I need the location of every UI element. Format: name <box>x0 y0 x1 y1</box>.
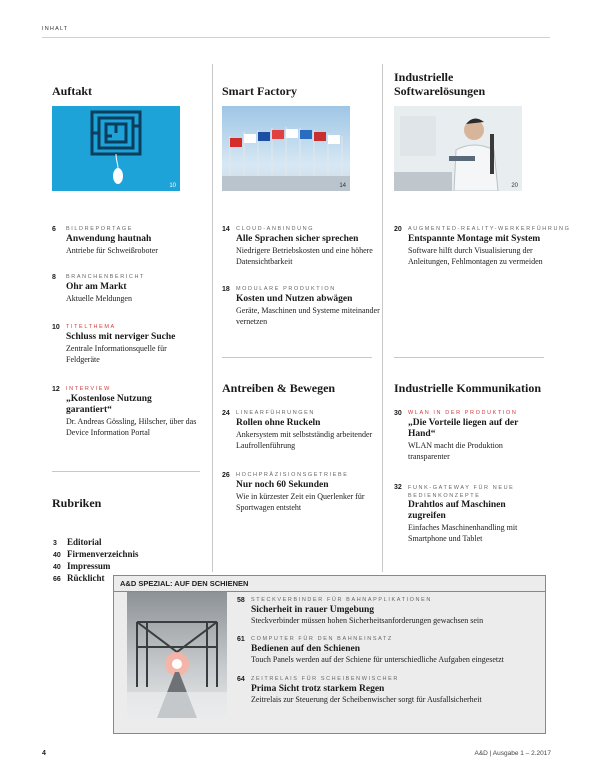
entry-desc: Geräte, Maschinen und Systeme miteinander vernetzen <box>236 306 380 326</box>
entry-title: Entspannte Montage mit System <box>408 234 541 244</box>
header-rule <box>42 37 550 38</box>
toc-entry[interactable] <box>394 410 544 462</box>
toc-entry[interactable] <box>52 274 212 305</box>
entry-kicker: COMPUTER FÜR DEN BAHNEINSATZ <box>251 636 393 642</box>
section-heading: Rubriken <box>52 496 102 510</box>
entry-page: 64 <box>237 676 245 683</box>
entry-title: Kosten und Nutzen abwägen <box>236 294 353 304</box>
entry-desc: WLAN macht die Produktion transparenter <box>408 441 503 461</box>
section-heading: Industrielle Softwarelösungen <box>394 70 486 98</box>
entry-page: 18 <box>222 286 230 293</box>
section-heading: Antreiben & Bewegen <box>222 381 336 395</box>
section-rule <box>394 357 544 358</box>
entry-kicker: BILDREPORTAGE <box>66 226 134 232</box>
toc-entry[interactable] <box>394 484 544 544</box>
entry-title: „Die Vorteile liegen auf der Hand“ <box>408 418 519 439</box>
entry-kicker: MODULARE PRODUKTION <box>236 286 336 292</box>
entry-desc: Ankersystem mit selbstständig arbeitender Laufrollenführung <box>236 430 373 450</box>
entry-page: 30 <box>394 410 402 417</box>
toc-entry[interactable] <box>222 226 382 267</box>
entry-title: Prima Sicht trotz starkem Regen <box>251 684 385 694</box>
rubrik-page: 40 <box>53 552 61 559</box>
maze-image <box>52 106 180 191</box>
toc-entry[interactable] <box>222 286 382 327</box>
entry-desc: Zeitrelais zur Steuerung der Scheibenwischer sorgt für Ausfallsicherheit <box>251 695 482 704</box>
rubrik-row[interactable] <box>53 568 105 586</box>
entry-title: Sicherheit in rauer Umgebung <box>251 605 375 615</box>
entry-title: Bedienen auf den Schienen <box>251 644 361 654</box>
thumb-page-number: 14 <box>339 183 346 189</box>
entry-kicker: TITELTHEMA <box>66 324 116 330</box>
entry-title: Alle Sprachen sicher sprechen <box>236 234 359 244</box>
column-divider <box>212 64 213 572</box>
toc-entry[interactable] <box>52 386 197 438</box>
entry-kicker: BRANCHENBERICHT <box>66 274 146 280</box>
entry-desc: Einfaches Maschinenhandling mit Smartphone und Tablet <box>408 523 518 543</box>
flags-icon <box>222 106 350 191</box>
rubrik-label: Editorial <box>67 537 102 547</box>
toc-entry[interactable] <box>52 226 212 257</box>
entry-page: 14 <box>222 226 230 233</box>
toc-entry[interactable] <box>394 226 571 267</box>
section-rule <box>52 471 200 472</box>
entry-page: 6 <box>52 226 56 233</box>
toc-entry[interactable] <box>52 324 197 365</box>
rubrik-label: Firmenverzeichnis <box>67 549 139 559</box>
page-number: 4 <box>42 750 46 757</box>
entry-page: 12 <box>52 386 60 393</box>
worker-icon <box>394 106 522 191</box>
entry-page: 20 <box>394 226 402 233</box>
entry-desc: Wie in kürzester Zeit ein Querlenker für Sportwagen entsteht <box>236 492 365 512</box>
rubrik-label: Rücklicht <box>67 573 105 583</box>
entry-desc: Dr. Andreas Gössling, Hilscher, über das Device Information Portal <box>66 417 197 437</box>
special-entry[interactable] <box>237 676 557 705</box>
section-heading: Industrielle Kommunikation <box>394 381 542 395</box>
section-heading: Auftakt <box>52 84 93 98</box>
entry-kicker: AUGMENTED-REALITY-WERKERFÜHRUNG <box>408 226 571 232</box>
entry-title: Schluss mit nerviger Suche <box>66 332 176 342</box>
rubrik-page: 40 <box>53 564 61 571</box>
toc-entry[interactable] <box>222 472 372 513</box>
entry-page: 8 <box>52 274 56 281</box>
section-label: INHALT <box>42 26 69 32</box>
assembly-worker-image <box>394 106 522 191</box>
column-divider <box>382 64 383 572</box>
entry-desc: Aktuelle Meldungen <box>66 294 132 303</box>
entry-title: Drahtlos auf Maschinen zugreifen <box>408 500 506 521</box>
entry-kicker: STECKVERBINDER FÜR BAHNAPPLIKATIONEN <box>251 597 432 603</box>
special-entry[interactable] <box>237 636 557 665</box>
issue-label: A&D | Ausgabe 1 – 2.2017 <box>474 750 551 757</box>
rubrik-page: 3 <box>53 540 57 547</box>
thumb-page-number: 20 <box>511 183 518 189</box>
entry-desc: Antriebe für Schweißroboter <box>66 246 158 255</box>
entry-kicker: INTERVIEW <box>66 386 111 392</box>
entry-kicker: FUNK-GATEWAY FÜR NEUE BEDIENKONZEPTE <box>408 485 515 499</box>
entry-kicker: ZEITRELAIS FÜR SCHEIBENWISCHER <box>251 676 399 682</box>
entry-page: 58 <box>237 597 245 604</box>
entry-title: Nur noch 60 Sekunden <box>236 480 329 490</box>
entry-page: 26 <box>222 472 230 479</box>
entry-title: „Kostenlose Nutzung garantiert“ <box>66 394 152 415</box>
special-header: A&D SPEZIAL: AUF DEN SCHIENEN <box>120 579 249 588</box>
entry-desc: Touch Panels werden auf der Schiene für unterschiedliche Aufgaben eingesetzt <box>251 655 504 664</box>
section-rule <box>222 357 372 358</box>
entry-title: Ohr am Markt <box>66 282 127 292</box>
toc-entry[interactable] <box>222 410 382 451</box>
entry-page: 10 <box>52 324 60 331</box>
entry-title: Rollen ohne Ruckeln <box>236 418 321 428</box>
flags-image <box>222 106 350 191</box>
special-entry[interactable] <box>237 597 557 626</box>
entry-desc: Steckverbinder müssen hohen Sicherheitsanforderungen gewachsen sein <box>251 616 484 625</box>
entry-kicker: WLAN IN DER PRODUKTION <box>408 410 518 416</box>
entry-desc: Software hilft durch Visualisierung der Anleitungen, Fehlmontagen zu vermeiden <box>408 246 543 266</box>
entry-page: 32 <box>394 484 402 491</box>
entry-kicker: HOCHPRÄZISIONSGETRIEBE <box>236 472 349 478</box>
rubrik-label: Impressum <box>67 561 111 571</box>
entry-page: 61 <box>237 636 245 643</box>
section-heading: Smart Factory <box>222 84 297 98</box>
entry-desc: Niedrigere Betriebskosten und eine höhere Datensichtbarkeit <box>236 246 373 266</box>
entry-desc: Zentrale Informationsquelle für Feldgeräte <box>66 344 167 364</box>
entry-kicker: LINEARFÜHRUNGEN <box>236 410 316 416</box>
thumb-page-number: 10 <box>169 183 176 189</box>
entry-kicker: CLOUD-ANBINDUNG <box>236 226 315 232</box>
entry-page: 24 <box>222 410 230 417</box>
bridge-icon <box>127 592 227 718</box>
entry-title: Anwendung hautnah <box>66 234 152 244</box>
rubrik-page: 66 <box>53 576 61 583</box>
railway-bridge-image <box>127 592 227 718</box>
maze-icon <box>52 106 180 191</box>
